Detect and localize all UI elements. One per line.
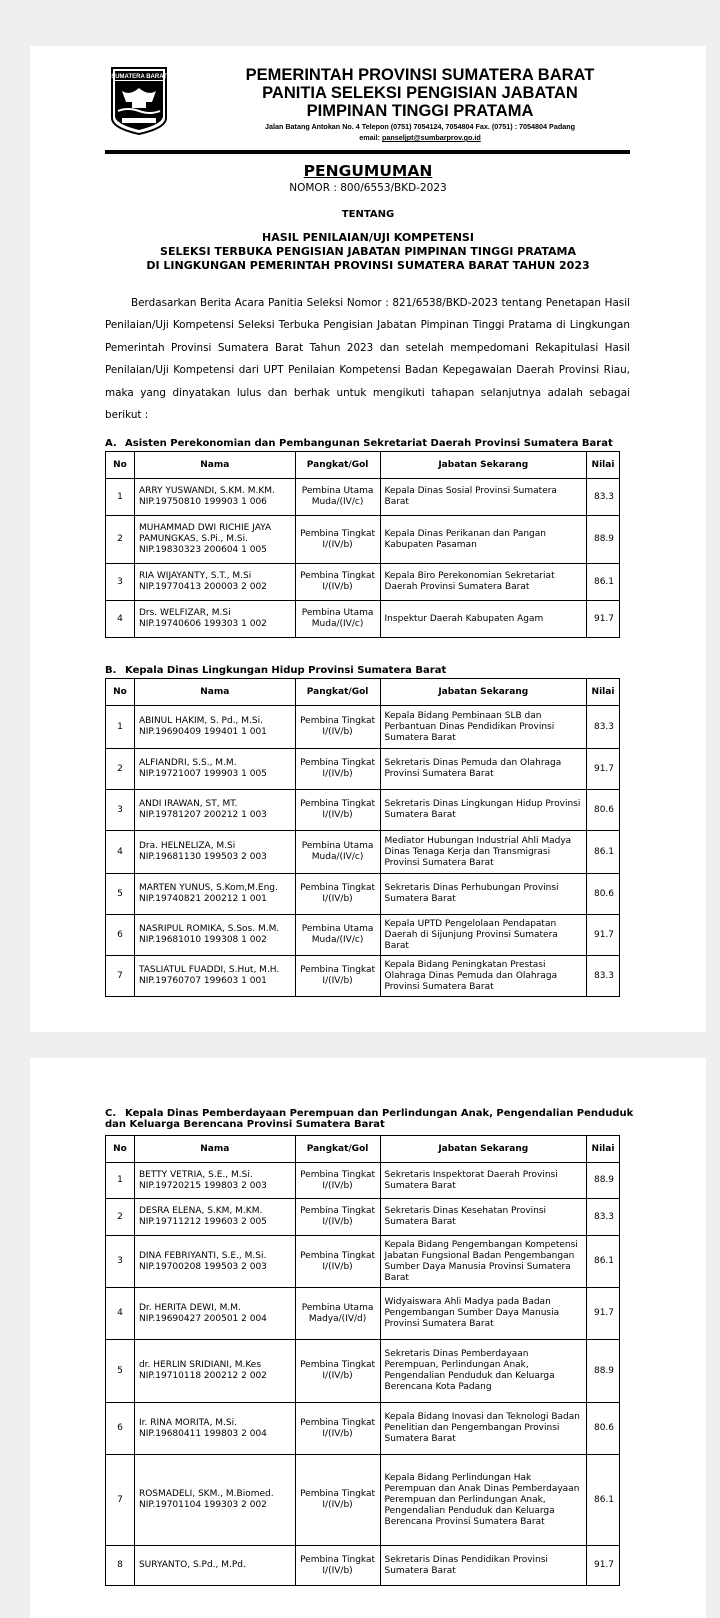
candidate-name: Dra. HELNELIZA, M.Si bbox=[138, 841, 236, 851]
section-title bbox=[105, 665, 635, 676]
candidate-name: ABINUL HAKIM, S. Pd., M.Si. bbox=[138, 716, 263, 726]
current-position: Kepala Bidang Pembinaan SLB dan Perbantuan Dinas Pendidikan Provinsi Sumatera Barat bbox=[380, 706, 586, 749]
rank-grade: Pembina Utama Muda/(IV/c) bbox=[295, 831, 380, 874]
current-position: Sekretaris Dinas Pemuda dan Olahraga Provinsi Sumatera Barat bbox=[380, 749, 586, 790]
subject-line: SELEKSI TERBUKA PENGISIAN JABATAN PIMPINAN TINGGI PRATAMA bbox=[160, 245, 576, 258]
current-position: Sekretaris Inspektorat Daerah Provinsi Sumatera Barat bbox=[380, 1163, 586, 1199]
score: 83.3 bbox=[586, 706, 619, 749]
candidate-nip: NIP.19830323 200604 1 005 bbox=[138, 545, 267, 555]
score: 91.7 bbox=[586, 749, 619, 790]
results-table bbox=[105, 451, 620, 638]
table-row bbox=[106, 1403, 620, 1455]
score: 83.3 bbox=[586, 1199, 619, 1236]
current-position: Sekretaris Dinas Lingkungan Hidup Provinsi Sumatera Barat bbox=[380, 790, 586, 831]
candidate-cell bbox=[134, 749, 295, 790]
table-row bbox=[106, 915, 620, 956]
candidate-cell bbox=[134, 790, 295, 831]
score: 86.1 bbox=[586, 564, 619, 601]
candidate-name: ALFIANDRI, S.S., M.M. bbox=[138, 758, 237, 768]
column-header: No bbox=[106, 679, 135, 706]
announcement-number: NOMOR : 800/6553/BKD-2023 bbox=[289, 182, 447, 194]
candidate-cell bbox=[134, 479, 295, 516]
rank-grade: Pembina Utama Madya/(IV/d) bbox=[295, 1288, 380, 1340]
rank-grade: Pembina Tingkat I/(IV/b) bbox=[295, 1236, 380, 1288]
row-number: 2 bbox=[106, 1199, 135, 1236]
candidate-name: ANDI IRAWAN, ST, MT. bbox=[138, 799, 238, 809]
candidate-cell bbox=[134, 831, 295, 874]
current-position: Kepala Bidang Peningkatan Prestasi Olahraga Dinas Pemuda dan Olahraga Provinsi Sumatera Barat bbox=[380, 956, 586, 997]
subject-line: DI LINGKUNGAN PEMERINTAH PROVINSI SUMATERA BARAT TAHUN 2023 bbox=[146, 259, 590, 272]
row-number: 3 bbox=[106, 1236, 135, 1288]
candidate-cell bbox=[134, 1288, 295, 1340]
table-header-row bbox=[106, 1136, 620, 1163]
table-row bbox=[106, 479, 620, 516]
score: 91.7 bbox=[586, 1288, 619, 1340]
current-position: Sekretaris Dinas Perhubungan Provinsi Sumatera Barat bbox=[380, 874, 586, 915]
column-header: Nilai bbox=[586, 1136, 619, 1163]
score: 86.1 bbox=[586, 1236, 619, 1288]
row-number: 1 bbox=[106, 479, 135, 516]
candidate-name: Drs. WELFIZAR, M.Si bbox=[138, 608, 231, 618]
current-position: Kepala Dinas Sosial Provinsi Sumatera Barat bbox=[380, 479, 586, 516]
table-row bbox=[106, 1236, 620, 1288]
table-row bbox=[106, 1199, 620, 1236]
document-page-2 bbox=[30, 1058, 706, 1618]
candidate-cell bbox=[134, 1546, 295, 1586]
column-header: Nama bbox=[134, 452, 295, 479]
results-table bbox=[105, 1135, 620, 1586]
rank-grade: Pembina Tingkat I/(IV/b) bbox=[295, 1403, 380, 1455]
rank-grade: Pembina Tingkat I/(IV/b) bbox=[295, 1340, 380, 1403]
svg-text:SUMATERA BARAT: SUMATERA BARAT bbox=[111, 74, 167, 80]
email-link[interactable]: panseljpt@sumbarprov.go.id bbox=[382, 133, 481, 142]
column-header: Pangkat/Gol bbox=[295, 679, 380, 706]
row-number: 6 bbox=[106, 915, 135, 956]
score: 91.7 bbox=[586, 601, 619, 638]
table-row bbox=[106, 956, 620, 997]
candidate-nip: NIP.19721007 199903 1 005 bbox=[138, 769, 267, 779]
column-header: Nama bbox=[134, 1136, 295, 1163]
current-position: Mediator Hubungan Industrial Ahli Madya Dinas Tenaga Kerja dan Transmigrasi Provinsi Sumatera Barat bbox=[380, 831, 586, 874]
table-row bbox=[106, 564, 620, 601]
row-number: 5 bbox=[106, 874, 135, 915]
candidate-name: dr. HERLIN SRIDIANI, M.Kes bbox=[138, 1360, 262, 1370]
rank-grade: Pembina Tingkat I/(IV/b) bbox=[295, 706, 380, 749]
rank-grade: Pembina Tingkat I/(IV/b) bbox=[295, 564, 380, 601]
table-header-row bbox=[106, 452, 620, 479]
row-number: 4 bbox=[106, 601, 135, 638]
subject-line: HASIL PENILAIAN/UJI KOMPETENSI bbox=[262, 231, 474, 244]
rank-grade: Pembina Tingkat I/(IV/b) bbox=[295, 790, 380, 831]
candidate-name: MUHAMMAD DWI RICHIE JAYA PAMUNGKAS, S.Pi., M.Si. bbox=[138, 523, 272, 544]
candidate-cell bbox=[134, 1199, 295, 1236]
candidate-name: Dr. HERITA DEWI, M.M. bbox=[138, 1302, 241, 1313]
rank-grade: Pembina Tingkat I/(IV/b) bbox=[295, 1199, 380, 1236]
candidate-cell bbox=[134, 915, 295, 956]
candidate-nip: NIP.19750810 199903 1 006 bbox=[138, 497, 267, 507]
candidate-nip: NIP.19781207 200212 1 003 bbox=[138, 810, 267, 820]
column-header: Nilai bbox=[586, 679, 619, 706]
row-number: 7 bbox=[106, 1455, 135, 1546]
candidate-cell bbox=[134, 1236, 295, 1288]
candidate-nip: NIP.19711212 199603 2 005 bbox=[138, 1217, 267, 1227]
column-header: Nama bbox=[134, 679, 295, 706]
candidate-nip: NIP.19740606 199303 1 002 bbox=[138, 619, 267, 629]
current-position: Kepala Biro Perekonomian Sekretariat Daerah Provinsi Sumatera Barat bbox=[380, 564, 586, 601]
candidate-name: BETTY VETRIA, S.E., M.Si. bbox=[138, 1169, 253, 1180]
current-position: Kepala UPTD Pengelolaan Pendapatan Daerah di Sijunjung Provinsi Sumatera Barat bbox=[380, 915, 586, 956]
candidate-cell bbox=[134, 956, 295, 997]
row-number: 2 bbox=[106, 516, 135, 564]
table-row bbox=[106, 1163, 620, 1199]
score: 88.9 bbox=[586, 1163, 619, 1199]
candidate-name: TASLIATUL FUADDI, S.Hut, M.H. bbox=[138, 965, 280, 975]
candidate-name: ARRY YUSWANDI, S.KM. M.KM. bbox=[138, 486, 275, 496]
row-number: 6 bbox=[106, 1403, 135, 1455]
section-title bbox=[105, 438, 635, 449]
address: Jalan Batang Antokan No. 4 Telepon (0751) 7054124, 7054804 Fax. (0751) : 7054804 Padang bbox=[264, 122, 575, 131]
table-row bbox=[106, 790, 620, 831]
candidate-name: MARTEN YUNUS, S.Kom,M.Eng. bbox=[138, 883, 278, 893]
row-number: 1 bbox=[106, 706, 135, 749]
row-number: 2 bbox=[106, 749, 135, 790]
row-number: 1 bbox=[106, 1163, 135, 1199]
committee-name-2: PIMPINAN TINGGI PRATAMA bbox=[306, 102, 534, 120]
section-title-text: Kepala Dinas Pemberdayaan Perempuan dan Perlindungan Anak, Pengendalian Penduduk dan Keluarga Berencana Provinsi Sumatera Barat bbox=[105, 1108, 634, 1130]
rank-grade: Pembina Tingkat I/(IV/b) bbox=[295, 956, 380, 997]
candidate-nip: NIP.19690427 200501 2 004 bbox=[138, 1313, 267, 1324]
row-number: 4 bbox=[106, 1288, 135, 1340]
section-title-text: Kepala Dinas Lingkungan Hidup Provinsi Sumatera Barat bbox=[125, 665, 447, 676]
candidate-nip: NIP.19760707 199603 1 001 bbox=[138, 976, 267, 986]
candidate-nip: NIP.19681130 199503 2 003 bbox=[138, 852, 267, 862]
row-number: 4 bbox=[106, 831, 135, 874]
candidate-name: Ir. RINA MORITA, M.Si. bbox=[138, 1417, 238, 1428]
candidate-cell bbox=[134, 1455, 295, 1546]
candidate-name: DESRA ELENA, S.KM, M.KM. bbox=[138, 1206, 263, 1216]
document-page-1 bbox=[30, 46, 706, 1032]
rank-grade: Pembina Utama Muda/(IV/c) bbox=[295, 479, 380, 516]
table-row bbox=[106, 1340, 620, 1403]
row-number: 3 bbox=[106, 564, 135, 601]
column-header: Pangkat/Gol bbox=[295, 452, 380, 479]
score: 80.6 bbox=[586, 874, 619, 915]
score: 86.1 bbox=[586, 831, 619, 874]
current-position: Sekretaris Dinas Kesehatan Provinsi Sumatera Barat bbox=[380, 1199, 586, 1236]
column-header: Jabatan Sekarang bbox=[380, 679, 586, 706]
candidate-cell bbox=[134, 874, 295, 915]
row-number: 8 bbox=[106, 1546, 135, 1586]
section-label: C. bbox=[105, 1108, 117, 1119]
candidate-cell bbox=[134, 1403, 295, 1455]
row-number: 3 bbox=[106, 790, 135, 831]
committee-name: PANITIA SELEKSI PENGISIAN JABATAN bbox=[262, 84, 578, 102]
sumatera-barat-emblem-icon bbox=[110, 66, 168, 136]
candidate-name: RIA WIJAYANTY, S.T., M.Si bbox=[138, 571, 252, 581]
current-position: Sekretaris Dinas Pemberdayaan Perempuan, Perlindungan Anak, Pengendalian Penduduk dan Keluarga Berencana Kota Padang bbox=[380, 1340, 586, 1403]
candidate-cell bbox=[134, 564, 295, 601]
column-header: Jabatan Sekarang bbox=[380, 1136, 586, 1163]
score: 88.9 bbox=[586, 516, 619, 564]
rank-grade: Pembina Tingkat I/(IV/b) bbox=[295, 1546, 380, 1586]
announcement-subject bbox=[30, 231, 706, 273]
column-header: Nilai bbox=[586, 452, 619, 479]
column-header: Jabatan Sekarang bbox=[380, 452, 586, 479]
score: 80.6 bbox=[586, 790, 619, 831]
current-position: Kepala Bidang Perlindungan Hak Perempuan dan Anak Dinas Pemberdayaan Perempuan dan Perlindungan Anak, Pengendalian Penduduk dan Keluarga Berencana Provinsi Sumatera Barat bbox=[380, 1455, 586, 1546]
score: 91.7 bbox=[586, 1546, 619, 1586]
candidate-nip: NIP.19740821 200212 1 001 bbox=[138, 894, 267, 904]
email-label: email: bbox=[359, 133, 381, 142]
score: 83.3 bbox=[586, 956, 619, 997]
column-header: No bbox=[106, 1136, 135, 1163]
candidate-nip: NIP.19680411 199803 2 004 bbox=[138, 1428, 267, 1439]
candidate-cell bbox=[134, 516, 295, 564]
row-number: 7 bbox=[106, 956, 135, 997]
rank-grade: Pembina Tingkat I/(IV/b) bbox=[295, 874, 380, 915]
rank-grade: Pembina Utama Muda/(IV/c) bbox=[295, 915, 380, 956]
rank-grade: Pembina Tingkat I/(IV/b) bbox=[295, 749, 380, 790]
intro-paragraph: Berdasarkan Berita Acara Panitia Seleksi Nomor : 821/6538/BKD-2023 tentang Penetapan Hasil Penilaian/Uji Kompetensi Seleksi Terbuka Pengisian Jabatan Pimpinan Tinggi Pratama di Lingkungan Pemerintah Provinsi Sumatera Barat Tahun 2023 dan setelah mempedomani Rekapitulasi Hasil Penilaian/Uji Kompetensi dari UPT Penilaian Kompetensi Badan Kepegawaian Daerah Provinsi Riau, maka yang dinyatakan lulus dan berhak untuk mengikuti tahapan selanjutnya adalah sebagai berikut : bbox=[105, 297, 630, 422]
candidate-name: SURYANTO, S.Pd., M.Pd. bbox=[138, 1560, 246, 1570]
rank-grade: Pembina Tingkat I/(IV/b) bbox=[295, 1163, 380, 1199]
score: 88.9 bbox=[586, 1340, 619, 1403]
row-number: 5 bbox=[106, 1340, 135, 1403]
table-row bbox=[106, 516, 620, 564]
current-position: Kepala Bidang Inovasi dan Teknologi Badan Penelitian dan Pengembangan Provinsi Sumatera Barat bbox=[380, 1403, 586, 1455]
current-position: Widyaiswara Ahli Madya pada Badan Pengembangan Sumber Daya Manusia Provinsi Sumatera Barat bbox=[380, 1288, 586, 1340]
candidate-nip: NIP.19700208 199503 2 003 bbox=[138, 1261, 267, 1272]
gov-name: PEMERINTAH PROVINSI SUMATERA BARAT bbox=[245, 66, 595, 84]
candidate-name: DINA FEBRIYANTI, S.E., M.Si. bbox=[138, 1250, 267, 1261]
candidate-nip: NIP.19681010 199308 1 002 bbox=[138, 935, 267, 945]
candidate-nip: NIP.19710118 200212 2 002 bbox=[138, 1371, 267, 1381]
table-row bbox=[106, 749, 620, 790]
score: 80.6 bbox=[586, 1403, 619, 1455]
table-row bbox=[106, 1455, 620, 1546]
section-label: B. bbox=[105, 665, 117, 676]
rank-grade: Pembina Utama Muda/(IV/c) bbox=[295, 601, 380, 638]
candidate-cell bbox=[134, 1340, 295, 1403]
results-table bbox=[105, 678, 620, 997]
table-row bbox=[106, 706, 620, 749]
table-row bbox=[106, 831, 620, 874]
table-header-row bbox=[106, 679, 620, 706]
candidate-cell bbox=[134, 601, 295, 638]
candidate-nip: NIP.19690409 199401 1 001 bbox=[138, 727, 267, 737]
current-position: Sekretaris Dinas Pendidikan Provinsi Sumatera Barat bbox=[380, 1546, 586, 1586]
rank-grade: Pembina Tingkat I/(IV/b) bbox=[295, 1455, 380, 1546]
candidate-nip: NIP.19701104 199303 2 002 bbox=[138, 1500, 267, 1510]
score: 86.1 bbox=[586, 1455, 619, 1546]
candidate-nip: NIP.19770413 200003 2 002 bbox=[138, 582, 267, 592]
candidate-name: ROSMADELI, SKM., M.Biomed. bbox=[138, 1489, 274, 1499]
candidate-name: NASRIPUL ROMIKA, S.Sos. M.M. bbox=[138, 924, 280, 934]
letterhead-divider bbox=[105, 150, 630, 154]
announcement-title: PENGUMUMAN bbox=[303, 162, 433, 180]
current-position: Inspektur Daerah Kabupaten Agam bbox=[380, 601, 586, 638]
table-row bbox=[106, 601, 620, 638]
candidate-cell bbox=[134, 1163, 295, 1199]
section-title bbox=[105, 1108, 635, 1130]
current-position: Kepala Bidang Pengembangan Kompetensi Jabatan Fungsional Badan Pengembangan Sumber Daya Manusia Provinsi Sumatera Barat bbox=[380, 1236, 586, 1288]
rank-grade: Pembina Tingkat I/(IV/b) bbox=[295, 516, 380, 564]
candidate-cell bbox=[134, 706, 295, 749]
column-header: No bbox=[106, 452, 135, 479]
section-title-text: Asisten Perekonomian dan Pembangunan Sekretariat Daerah Provinsi Sumatera Barat bbox=[125, 438, 613, 449]
table-row bbox=[106, 874, 620, 915]
section-label: A. bbox=[105, 438, 117, 449]
score: 83.3 bbox=[586, 479, 619, 516]
current-position: Kepala Dinas Perikanan dan Pangan Kabupaten Pasaman bbox=[380, 516, 586, 564]
score: 91.7 bbox=[586, 915, 619, 956]
column-header: Pangkat/Gol bbox=[295, 1136, 380, 1163]
candidate-nip: NIP.19720215 199803 2 003 bbox=[138, 1180, 267, 1191]
table-row bbox=[106, 1288, 620, 1340]
table-row bbox=[106, 1546, 620, 1586]
about-label: TENTANG bbox=[341, 209, 395, 220]
